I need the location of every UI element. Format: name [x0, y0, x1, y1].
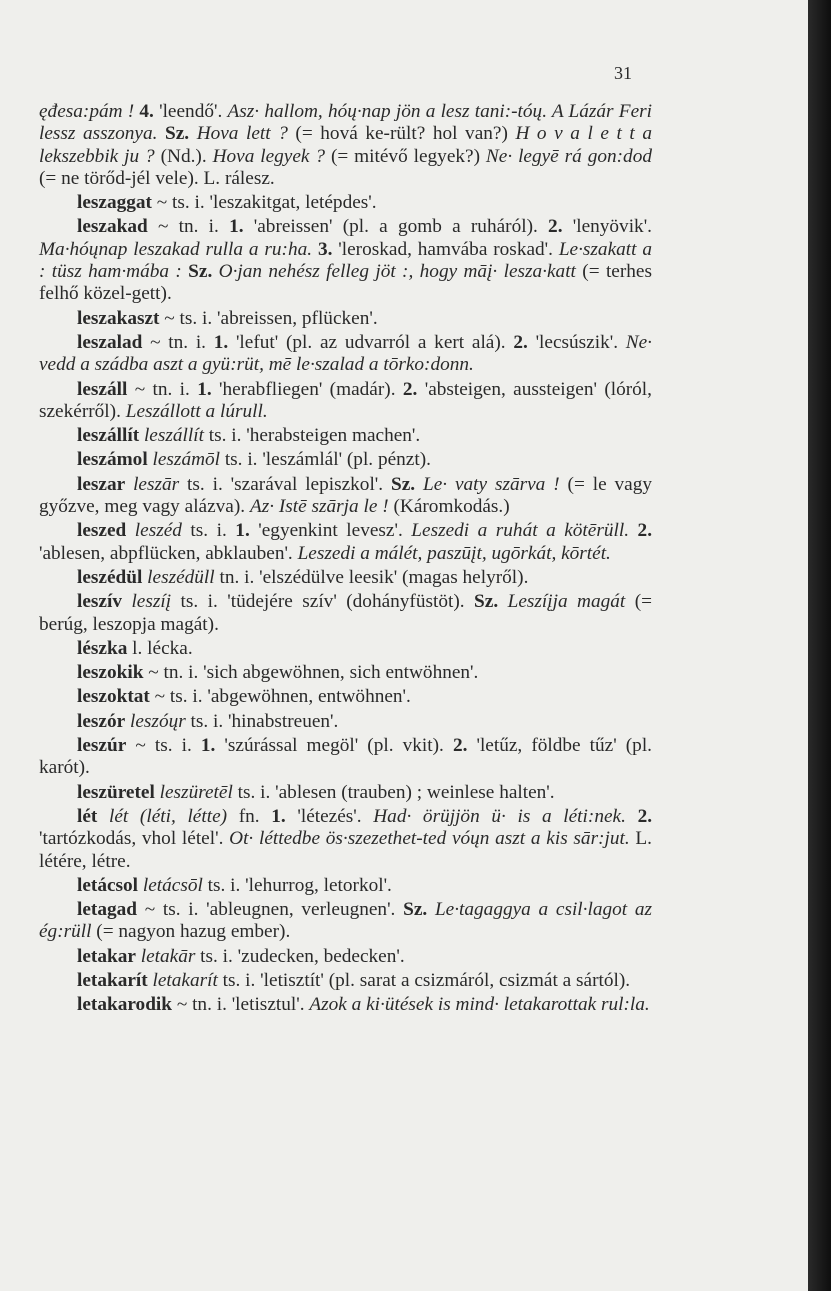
italic-segment: letakarít	[152, 969, 218, 991]
bold-segment: leszór	[77, 710, 126, 732]
bold-segment: letagad	[77, 899, 137, 921]
text-segment: 'leendő'.	[153, 101, 228, 122]
italic-segment: Az· Istē szārja le !	[249, 496, 389, 518]
dictionary-entry	[39, 946, 652, 968]
text-segment: ts. i.	[181, 520, 236, 542]
dictionary-entry	[39, 449, 652, 471]
dictionary-entry	[39, 662, 652, 684]
text-segment: 'lefut' (pl. az udvarról a kert alá).	[228, 331, 514, 353]
dictionary-entry	[39, 216, 652, 305]
text-segment: 'leroskad, hamvába roskad'.	[332, 238, 559, 260]
italic-segment: Had· örüjjön ü· is a léti:nek.	[373, 805, 626, 827]
italic-segment: letakār	[140, 945, 196, 967]
text-segment: ~ tn. i. 'letisztul'.	[172, 994, 310, 1016]
italic-segment: Hova lett ?	[196, 123, 288, 145]
bold-segment: leszaggat	[77, 192, 152, 214]
bold-segment: 4.	[139, 101, 154, 122]
text-segment: 'lenyövik'.	[562, 216, 652, 238]
bold-segment: leszúr	[77, 735, 127, 757]
text-segment: ~ tn. i. 'sich abgewöhnen, sich entwöhnen'.	[143, 662, 479, 684]
bold-segment: letácsol	[77, 874, 139, 896]
bold-segment: leszív	[77, 591, 122, 613]
italic-segment: Leszíįja magát	[507, 591, 626, 613]
bold-segment: leszed	[77, 520, 127, 542]
italic-segment: leszóųr	[130, 710, 186, 732]
bold-segment: 2.	[513, 331, 528, 353]
dictionary-entry	[39, 192, 652, 214]
dictionary-entry	[39, 970, 652, 992]
italic-segment: leszámōl	[152, 449, 220, 471]
text-segment: 'absteigen, aussteigen' (lóról, szekérről).	[39, 378, 652, 422]
bold-segment: leszédül	[77, 566, 143, 588]
bold-segment: leszalad	[77, 331, 143, 353]
page-edge-shadow	[808, 0, 831, 1291]
bold-segment: letakar	[77, 945, 136, 967]
bold-segment: 1.	[229, 216, 244, 238]
dictionary-entry	[39, 638, 652, 660]
bold-segment: letakarodik	[77, 994, 172, 1016]
bold-segment: leszakaszt	[77, 307, 160, 329]
bold-segment: Sz.	[157, 123, 197, 145]
text-segment: 'letűz, földbe tűz' (pl. karót).	[39, 735, 652, 779]
dictionary-entry	[39, 994, 652, 1016]
bold-segment: 2.	[637, 805, 653, 827]
bold-segment: 2.	[548, 216, 563, 238]
dictionary-entry	[39, 425, 652, 447]
dictionary-entry	[39, 735, 652, 780]
bold-segment: lét	[77, 805, 98, 827]
text-segment: ~ ts. i. 'abreissen, pflücken'.	[159, 307, 378, 329]
text-segment	[97, 806, 109, 827]
italic-segment: Le· vaty szārva !	[422, 473, 560, 495]
italic-segment: O·jan nehész felleg jöt :, hogy māį· lesza·katt	[218, 261, 576, 283]
text-segment	[415, 474, 423, 495]
page-number: 31	[614, 63, 632, 83]
text-segment: ts. i. 'zudecken, bedecken'.	[195, 945, 405, 967]
text-segment: 'herabfliegen' (madár).	[211, 378, 403, 400]
text-segment: tn. i. 'elszédülve leesik' (magas helyről).	[214, 566, 529, 588]
dictionary-entry	[39, 875, 652, 897]
bold-segment: lészka	[77, 637, 128, 659]
bold-segment: 1.	[197, 378, 212, 400]
italic-segment: leszállít	[143, 425, 204, 447]
text-segment: (Káromkodás.)	[388, 496, 510, 518]
italic-segment: leszār	[133, 473, 180, 495]
dictionary-entry	[39, 567, 652, 589]
italic-segment: Ma·hóųnap leszakad rulla a ru:ha.	[39, 238, 313, 260]
text-segment: (= hová ke-rült? hol van?)	[287, 123, 516, 145]
text-segment: ts. i. 'szarával lepiszkol'.	[179, 473, 391, 495]
text-segment: 'abreissen' (pl. a gomb a ruháról).	[243, 216, 549, 238]
text-segment	[626, 806, 638, 827]
text-segment: 'szúrással megöl' (pl. vkit).	[215, 735, 453, 757]
text-segment: ts. i. 'ablesen (trauben) ; weinlese halten'.	[232, 781, 555, 803]
dictionary-entry	[39, 899, 652, 944]
text-segment: l. lécka.	[127, 637, 193, 659]
text-segment: ts. i. 'leszámlál' (pl. pénzt).	[220, 449, 431, 471]
italic-segment: Le·szakatt a : tüsz ham·mába :	[39, 238, 653, 283]
italic-segment: leszédüll	[147, 566, 215, 588]
italic-segment: Asz· hallom, hóų·nap jön a lesz tani:-tóų. A Lázár Feri lessz asszonya.	[39, 101, 652, 145]
text-segment: ts. i. 'tüdejére szív' (dohányfüstöt).	[171, 591, 475, 613]
italic-segment: Leszedi a ruhát a kötērüll.	[411, 520, 630, 542]
bold-segment: leszakad	[77, 216, 148, 238]
bold-segment: 1.	[271, 805, 286, 827]
text-segment: ~ ts. i.	[126, 735, 201, 757]
text-segment: (Nd.).	[154, 145, 213, 167]
dictionary-text	[39, 101, 652, 1019]
dictionary-entry	[39, 591, 652, 636]
text-segment: (= ne törőd-jél vele). L. rálesz.	[39, 167, 275, 189]
text-segment: 'ablesen, abpflücken, abklauben'.	[39, 542, 298, 564]
italic-segment: Hova legyek ?	[212, 145, 326, 167]
italic-segment: Le·tagaggya a csil·lagot az ég:rüll	[39, 899, 652, 943]
text-segment: (= terhes felhő közel-gett).	[39, 261, 652, 305]
text-segment: ~ tn. i.	[142, 331, 214, 353]
text-segment: (= berúg, leszopja magát).	[39, 591, 652, 635]
text-segment: L. létére, létre.	[39, 828, 653, 872]
text-segment: 'lecsúszik'.	[527, 331, 626, 353]
text-segment: ~ ts. i. 'abgewöhnen, entwöhnen'.	[149, 686, 411, 708]
bold-segment: leszoktat	[77, 686, 150, 708]
bold-segment: Sz.	[181, 261, 219, 283]
bold-segment: 1.	[200, 735, 216, 757]
bold-segment: leszámol	[77, 449, 148, 471]
text-segment	[629, 520, 638, 541]
bold-segment: 2.	[452, 735, 468, 757]
bold-segment: 2.	[637, 520, 653, 542]
bold-segment: Sz.	[474, 591, 499, 613]
text-segment: ~ ts. i. 'ableugnen, verleugnen'.	[136, 899, 404, 921]
text-segment: (= nagyon hazug ember).	[91, 921, 291, 943]
text-segment: 'létezés'.	[285, 805, 374, 827]
text-segment: (= le vagy győzve, meg vagy alázva).	[39, 473, 652, 518]
italic-segment: Leszállott a lúrull.	[125, 400, 268, 422]
italic-segment: leszíį	[131, 591, 172, 613]
bold-segment: letakarít	[77, 969, 148, 991]
italic-segment: letácsōl	[142, 874, 203, 896]
italic-segment: H o v a l e t t a lekszebbik ju ?	[39, 123, 652, 167]
bold-segment: Sz.	[403, 899, 428, 921]
italic-segment: leszéd	[134, 520, 182, 542]
italic-segment: leszüretēl	[159, 781, 233, 803]
italic-segment: Leszedi a málét, paszūįt, ugōrkát, kōrtét.	[297, 542, 611, 564]
bold-segment: leszokik	[77, 662, 144, 684]
bold-segment: 2.	[402, 378, 418, 400]
dictionary-entry	[39, 686, 652, 708]
text-segment: ~ tn. i.	[147, 216, 230, 238]
text-segment: ~ tn. i.	[127, 378, 198, 400]
text-segment: fn.	[227, 805, 272, 827]
italic-segment: Ne· legyē rá gon:dod	[485, 145, 652, 167]
text-segment: 'egyenkint levesz'.	[249, 520, 412, 542]
text-segment: ts. i. 'lehurrog, letorkol'.	[202, 874, 392, 896]
italic-segment: Ot· léttedbe ös·szezethet-ted vóųn aszt a kis sār:jut.	[229, 828, 630, 850]
dictionary-entry	[39, 308, 652, 330]
text-segment: ts. i. 'herabsteigen machen'.	[203, 425, 421, 447]
text-segment: ~ ts. i. 'leszakitgat, letépdes'.	[151, 192, 377, 214]
italic-segment: lét (léti, létte)	[109, 805, 228, 827]
dictionary-entry	[39, 782, 652, 804]
text-segment	[498, 591, 507, 612]
italic-segment: Ne· vedd a szádba aszt a gyü:rüt, mē le·szalad a tōrko:donn.	[39, 331, 653, 376]
italic-segment: Azok a ki·ütések is mind· letakarottak rul:la.	[309, 994, 650, 1016]
text-segment: ts. i. 'letisztít' (pl. sarat a csizmáról, csizmát a sártól).	[217, 969, 631, 991]
bold-segment: Sz.	[390, 473, 416, 495]
dictionary-entry	[39, 520, 652, 565]
text-segment	[125, 474, 133, 495]
bold-segment: leszar	[77, 473, 126, 495]
bold-segment: 1.	[235, 520, 250, 542]
text-segment	[126, 520, 135, 541]
bold-segment: 3.	[317, 238, 333, 260]
dictionary-entry	[39, 379, 652, 424]
bold-segment: 1.	[213, 331, 229, 353]
dictionary-entry	[39, 332, 652, 377]
dictionary-entry	[39, 711, 652, 733]
dictionary-entry	[39, 474, 652, 519]
bold-segment: leszüretel	[77, 781, 155, 803]
italic-segment: ęđesa:pám !	[39, 101, 140, 122]
bold-segment: leszáll	[77, 378, 128, 400]
dictionary-entry	[39, 806, 652, 873]
text-segment: ts. i. 'hinabstreuen'.	[185, 710, 339, 732]
text-segment: 'tartózkodás, vhol létel'.	[39, 828, 230, 850]
text-segment: (= mitévő legyek?)	[325, 145, 486, 167]
continued-entry	[39, 101, 652, 190]
text-segment	[427, 899, 435, 920]
bold-segment: leszállít	[77, 425, 140, 447]
